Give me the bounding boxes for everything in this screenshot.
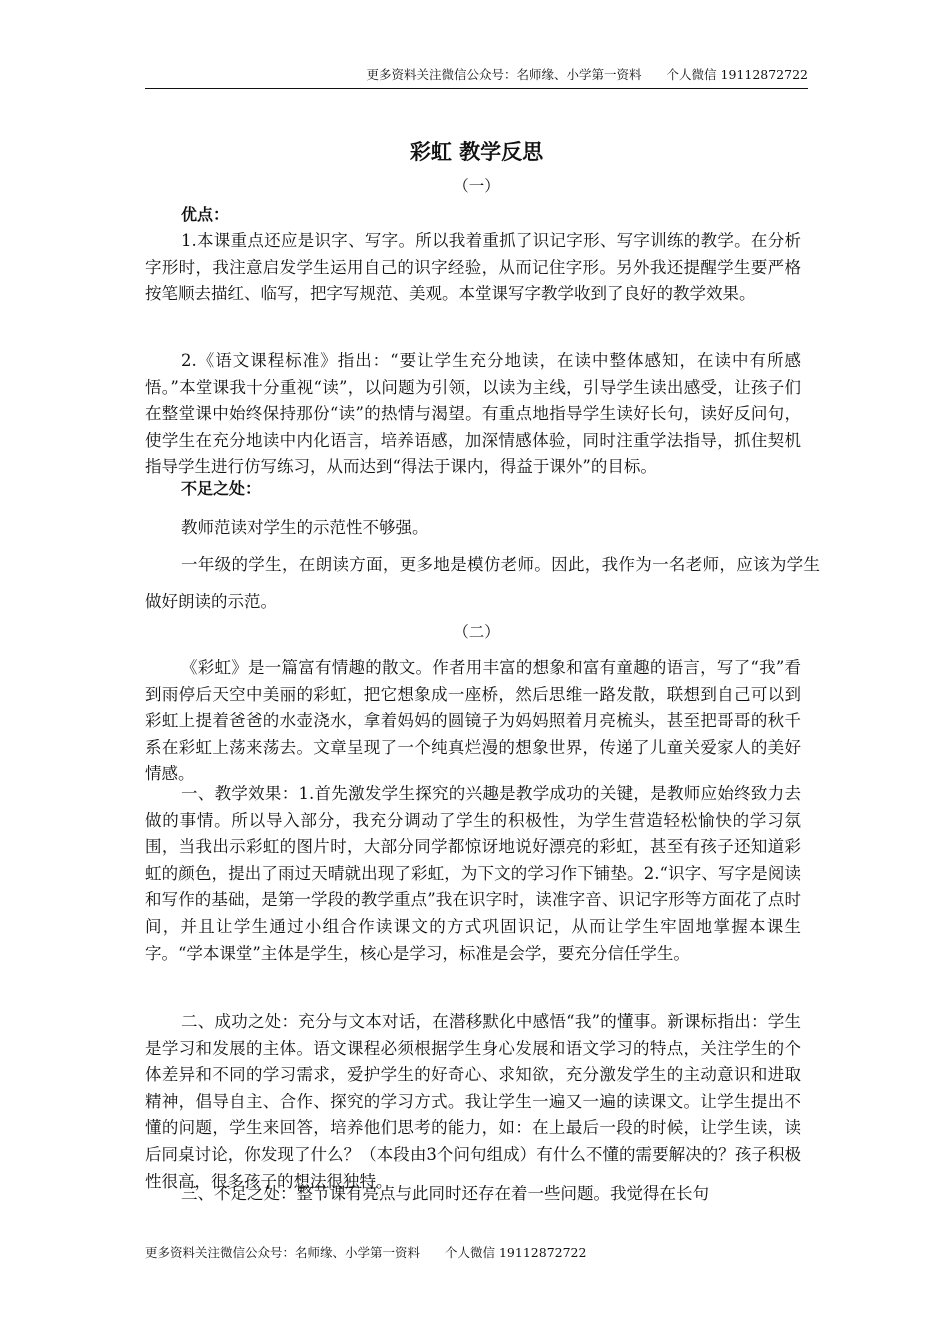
page-header: 更多资料关注微信公众号：名师缘、小学第一资料 个人微信 19112872722 [366, 67, 808, 82]
part-two-paragraph-2: 一、教学效果：1.首先激发学生探究的兴趣是教学成功的关键，是教师应始终致力去做的事情。所以导入部分，我充分调动了学生的积极性，为学生营造轻松愉快的学习氛围，当我出示彩虹的图片时，大部分同学都惊讶地说好漂亮的彩虹，甚至有孩子还知道彩虹的颜色，提出了雨过天晴就出现了彩虹，为下文的学习作下铺垫。2.“识字、写字是阅读和写作的基础，是第一学段的教学重点”我在识字时，读准字音、识记字形等方面花了点时间，并且让学生通过小组合作读课文的方式巩固识记，从而让学生牢固地掌握本课生字。“学本课堂”主体是学生，核心是学习，标准是会学，要充分信任学生。 [145, 784, 801, 963]
page-footer: 更多资料关注微信公众号：名师缘、小学第一资料 个人微信 19112872722 [145, 1245, 587, 1260]
part-two-paragraph-1: 《彩虹》是一篇富有情趣的散文。作者用丰富的想象和富有童趣的语言，写了“我”看到雨停后天空中美丽的彩虹，把它想象成一座桥，然后思维一路发散，联想到自己可以到彩虹上提着爸爸的水壶浇水，拿着妈妈的圆镜子为妈妈照着月亮梳头，甚至把哥哥的秋千系在彩虹上荡来荡去。文章呈现了一个纯真烂漫的想象世界，传递了儿童关爱家人的美好情感。 [145, 658, 801, 784]
part-two-paragraph-4: 三、不足之处：整节课有亮点与此同时还存在着一些问题。我觉得在长句 [181, 1184, 709, 1203]
shortcomings-heading: 不足之处： [181, 479, 262, 498]
part-one-paragraph-2: 2.《语文课程标准》指出：“要让学生充分地读，在读中整体感知，在读中有所感悟。”本堂课我十分重视“读”，以问题为引领，以读为主线，引导学生读出感受，让孩子们在整堂课中始终保持那份“读”的热情与渴望。有重点地指导学生读好长句，读好反问句，使学生在充分地读中内化语言，培养语感，加深情感体验，同时注重学法指导，抓住契机指导学生进行仿写练习，从而达到“得法于课内，得益于课外”的目标。 [145, 351, 801, 477]
part-one-paragraph-4: 一年级的学生，在朗读方面，更多地是模仿老师。因此，我作为一名老师，应该为学生做好朗读的示范。 [145, 555, 820, 611]
part-two-paragraph-3: 二、成功之处：充分与文本对话，在潜移默化中感悟“我”的懂事。新课标指出：学生是学习和发展的主体。语文课程必须根据学生身心发展和语文学习的特点，关注学生的个体差异和不同的学习需求，爱护学生的好奇心、求知欲，充分激发学生的主动意识和进取精神，倡导自主、合作、探究的学习方式。我让学生一遍又一遍的读课文。让学生提出不懂的问题，学生来回答，培养他们思考的能力，如：在上最后一段的时候，让学生读，读后同桌讨论，你发现了什么？（本段由3个问句组成）有什么不懂的需要解决的？孩子积极性很高，很多孩子的想法很独特。 [145, 1012, 801, 1191]
part-one-paragraph-3: 教师范读对学生的示范性不够强。 [181, 518, 429, 537]
part-two-label: （二） [453, 623, 500, 641]
header-divider [145, 88, 808, 89]
part-one-paragraph-1: 1.本课重点还应是识字、写字。所以我着重抓了识记字形、写字训练的教学。在分析字形时，我注意启发学生运用自己的识字经验，从而记住字形。另外我还提醒学生要严格按笔顺去描红、临写，把字写规范、美观。本堂课写字教学收到了良好的教学效果。 [145, 231, 801, 304]
advantages-heading: 优点： [181, 205, 230, 224]
document-title: 彩虹 教学反思 [409, 139, 544, 164]
part-one-label: （一） [453, 177, 500, 195]
